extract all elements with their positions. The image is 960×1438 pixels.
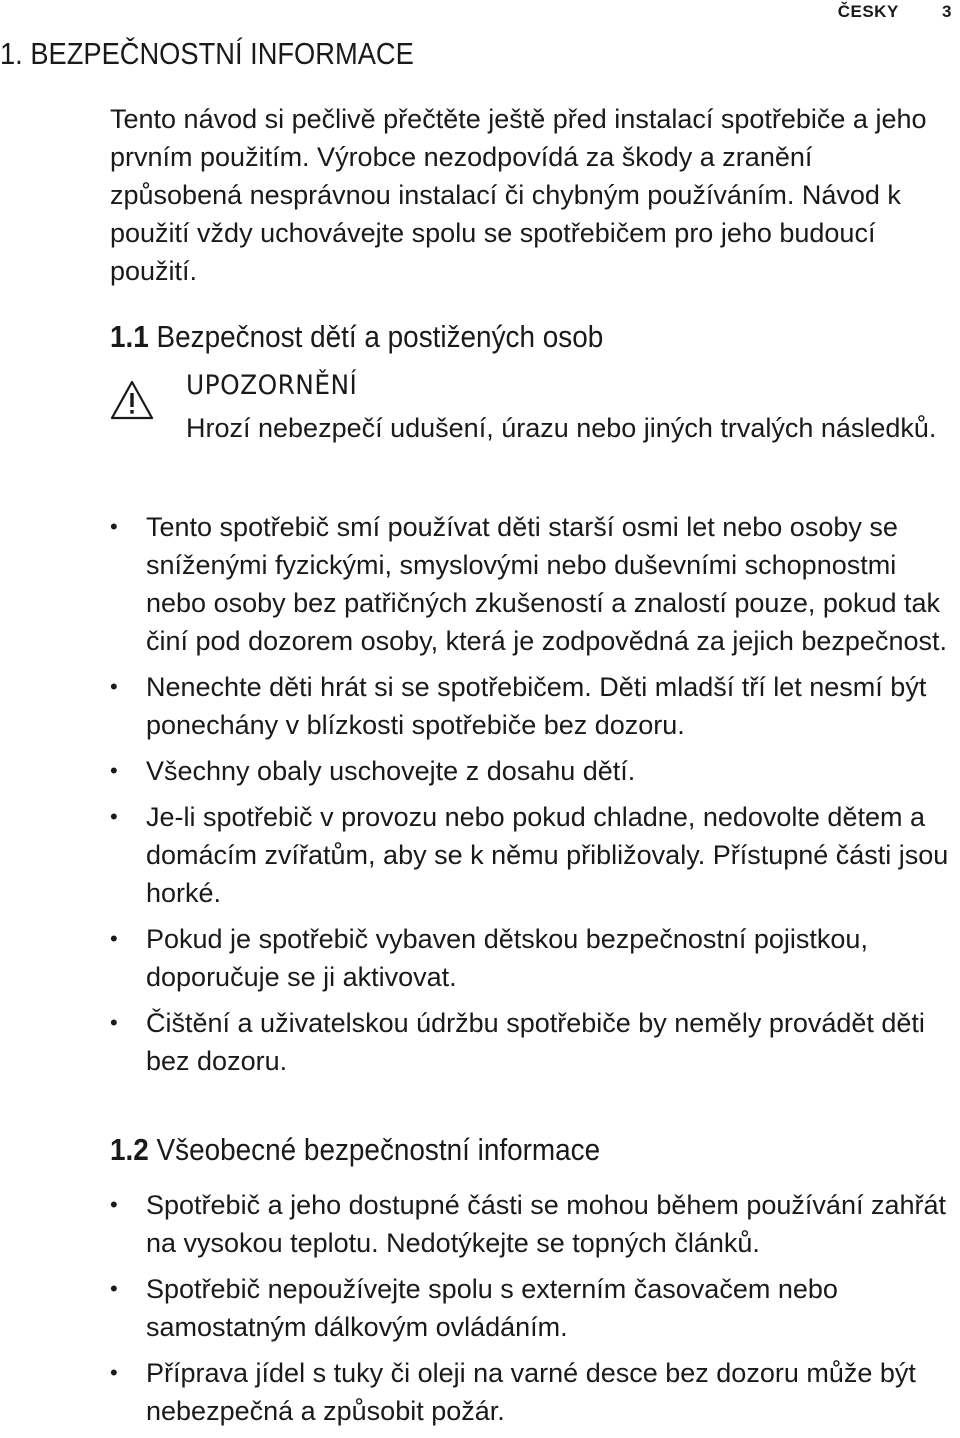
list-item: • Je-li spotřebič v provozu nebo pokud chladne, nedovolte dětem a domácím zvířatům, aby se k němu přibližovaly. Přístupné části jsou horké. [110,798,956,912]
list-item: • Spotřebič a jeho dostupné části se mohou během používání zahřát na vysokou teplotu. Nedotýkejte se topných článků. [110,1186,956,1262]
page-number: 3 [942,2,952,21]
subsection-1-title: Bezpečnost dětí a postižených osob [156,319,604,354]
subsection-2-number: 1.2 [110,1132,149,1167]
list-item: • Pokud je spotřebič vybaven dětskou bezpečnostní pojistkou, doporučuje se ji aktivovat. [110,920,956,996]
list-item: • Příprava jídel s tuky či oleji na varné desce bez dozoru může být nebezpečná a způsobit požár. [110,1354,956,1430]
list-item: • Všechny obaly uschovejte z dosahu dětí. [110,752,956,790]
subsection-1-list [110,508,956,1088]
language-label: ČESKY [837,2,899,21]
list-item: • Spotřebič nepoužívejte spolu s externím časovačem nebo samostatným dálkovým ovládáním. [110,1270,956,1346]
subsection-2-title: Všeobecné bezpečnostní informace [156,1132,601,1167]
subsection-2-list [110,1186,956,1438]
warning-title: UPOZORNĚNÍ [186,370,358,401]
subsection-1-number: 1.1 [110,319,149,354]
warning-text: Hrozí nebezpečí udušení, úrazu nebo jiných trvalých následků. [186,413,937,443]
intro-paragraph: Tento návod si pečlivě přečtěte ještě před instalací spotřebiče a jeho prvním použitím. Výrobce nezodpovídá za škody a zranění způsobená nesprávnou instalací či chybným používáním. Návod k použití vždy uchovávejte spolu se spotřebičem pro jeho budoucí použití. [110,104,927,286]
warning-triangle-icon [110,380,154,420]
list-item: • Tento spotřebič smí používat děti starší osmi let nebo osoby se sníženými fyzickými, smyslovými nebo duševními schopnostmi nebo osoby bez patřičných zkušeností a znalostí pouze, pokud tak činí pod dozorem osoby, která je zodpovědná za jejich bezpečnost. [110,508,956,660]
list-item: • Čištění a uživatelskou údržbu spotřebiče by neměly provádět děti bez dozoru. [110,1004,956,1080]
list-item: • Nenechte děti hrát si se spotřebičem. Děti mladší tří let nesmí být ponechány v blízkosti spotřebiče bez dozoru. [110,668,956,744]
section-title: 1. BEZPEČNOSTNÍ INFORMACE [0,36,414,71]
subsection-2-heading [110,1132,600,1168]
subsection-1-heading [110,319,603,355]
page-header [838,2,952,22]
